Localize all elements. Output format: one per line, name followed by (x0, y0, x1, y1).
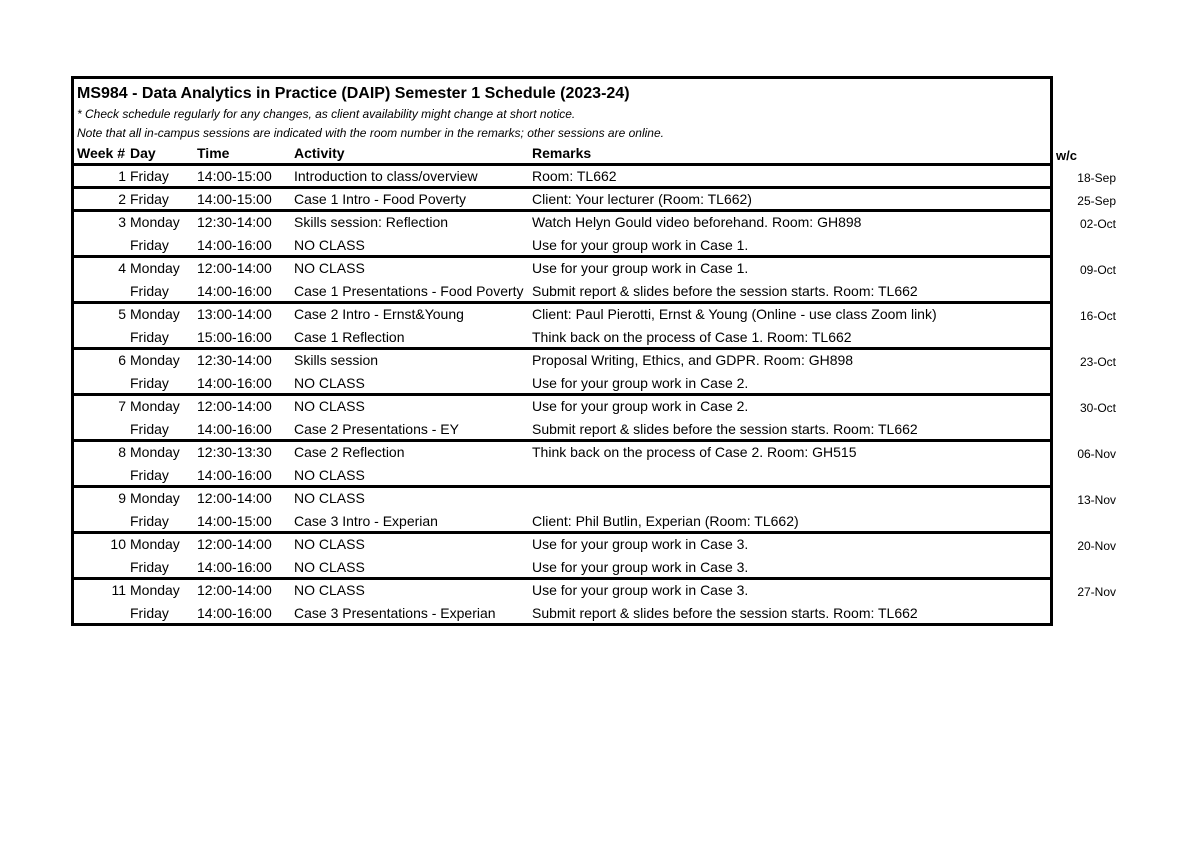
header-activity: Activity (294, 145, 345, 161)
schedule-body (74, 163, 1050, 623)
activity-cell: NO CLASS (294, 467, 365, 483)
remarks-cell: Use for your group work in Case 2. (532, 398, 749, 414)
week-commencing-date: 20-Nov (1077, 539, 1116, 553)
table-row (74, 419, 1050, 439)
week-number-cell (74, 419, 129, 439)
table-row (74, 281, 1050, 301)
table-row (74, 327, 1050, 347)
time-cell: 12:30-14:00 (197, 352, 272, 368)
day-cell: Friday (130, 467, 169, 483)
remarks-cell: Submit report & slides before the session starts. Room: TL662 (532, 421, 918, 437)
activity-cell: Introduction to class/overview (294, 168, 478, 184)
time-cell: 14:00-16:00 (197, 559, 272, 575)
header-week-commencing: w/c (1056, 148, 1077, 163)
table-row (74, 235, 1050, 255)
week-group (74, 255, 1050, 301)
time-cell: 13:00-14:00 (197, 306, 272, 322)
time-cell: 12:00-14:00 (197, 582, 272, 598)
time-cell: 12:00-14:00 (197, 398, 272, 414)
day-cell: Monday (130, 352, 180, 368)
day-cell: Friday (130, 168, 169, 184)
table-row (74, 258, 1050, 278)
time-cell: 14:00-16:00 (197, 237, 272, 253)
week-commencing-date: 23-Oct (1079, 355, 1116, 369)
table-row (74, 373, 1050, 393)
activity-cell: NO CLASS (294, 490, 365, 506)
document-title: MS984 - Data Analytics in Practice (DAIP) Semester 1 Schedule (2023-24) (77, 85, 630, 102)
week-commencing-date: 16-Oct (1079, 309, 1116, 323)
time-cell: 14:00-16:00 (197, 467, 272, 483)
week-number-cell: 4 (118, 260, 126, 276)
week-group (74, 186, 1050, 209)
activity-cell: NO CLASS (294, 559, 365, 575)
remarks-cell: Use for your group work in Case 3. (532, 559, 749, 575)
table-row (74, 212, 1050, 232)
time-cell: 12:00-14:00 (197, 260, 272, 276)
table-row (74, 603, 1050, 623)
note-check-schedule: * Check schedule regularly for any changes, as client availability might change at short notice. (77, 107, 576, 121)
activity-cell: Case 2 Presentations - EY (294, 421, 459, 437)
table-row (74, 189, 1050, 209)
week-number-cell: 7 (118, 398, 126, 414)
day-cell: Friday (130, 237, 169, 253)
day-cell: Friday (130, 329, 169, 345)
week-group (74, 393, 1050, 439)
week-commencing-date: 25-Sep (1077, 194, 1116, 208)
week-commencing-date: 02-Oct (1079, 217, 1116, 231)
time-cell: 12:00-14:00 (197, 536, 272, 552)
table-row (74, 580, 1050, 600)
day-cell: Friday (130, 513, 169, 529)
remarks-cell: Client: Phil Butlin, Experian (Room: TL662) (532, 513, 799, 529)
time-cell: 12:00-14:00 (197, 490, 272, 506)
activity-cell: Case 1 Reflection (294, 329, 405, 345)
week-number-cell: 5 (118, 306, 126, 322)
week-number-cell: 8 (118, 444, 126, 460)
week-commencing-date: 06-Nov (1077, 447, 1116, 461)
activity-cell: NO CLASS (294, 582, 365, 598)
table-row (74, 557, 1050, 577)
week-number-cell: 6 (118, 352, 126, 368)
time-cell: 12:30-13:30 (197, 444, 272, 460)
week-group (74, 485, 1050, 531)
remarks-cell: Submit report & slides before the session starts. Room: TL662 (532, 605, 918, 621)
activity-cell: Skills session (294, 352, 379, 368)
week-group (74, 209, 1050, 255)
remarks-cell: Use for your group work in Case 1. (532, 237, 749, 253)
table-row (74, 465, 1050, 485)
time-cell: 14:00-15:00 (197, 191, 272, 207)
time-cell: 14:00-16:00 (197, 605, 272, 621)
week-number-cell: 11 (111, 582, 126, 598)
week-number-cell: 3 (118, 214, 126, 230)
week-number-cell (74, 373, 129, 393)
day-cell: Monday (130, 536, 180, 552)
day-cell: Monday (130, 398, 180, 414)
table-row (74, 488, 1050, 508)
remarks-cell: Client: Your lecturer (Room: TL662) (532, 191, 752, 207)
day-cell: Monday (130, 214, 180, 230)
week-number-cell (74, 235, 129, 255)
week-number-cell: 1 (118, 168, 126, 184)
week-commencing-date: 09-Oct (1079, 263, 1116, 277)
day-cell: Friday (130, 421, 169, 437)
day-cell: Monday (130, 260, 180, 276)
week-group (74, 301, 1050, 347)
table-row (74, 166, 1050, 186)
week-number-cell (74, 281, 129, 301)
week-group (74, 347, 1050, 393)
table-row (74, 442, 1050, 462)
table-header-row (74, 143, 1050, 163)
week-commencing-date: 27-Nov (1077, 585, 1116, 599)
remarks-cell: Use for your group work in Case 3. (532, 536, 749, 552)
header-time: Time (197, 145, 230, 161)
time-cell: 14:00-16:00 (197, 283, 272, 299)
remarks-cell: Proposal Writing, Ethics, and GDPR. Room: GH898 (532, 352, 854, 368)
remarks-cell: Submit report & slides before the session starts. Room: TL662 (532, 283, 918, 299)
day-cell: Monday (130, 444, 180, 460)
time-cell: 14:00-15:00 (197, 513, 272, 529)
table-row (74, 396, 1050, 416)
activity-cell: NO CLASS (294, 260, 365, 276)
remarks-cell: Client: Paul Pierotti, Ernst & Young (Online - use class Zoom link) (532, 306, 937, 322)
day-cell: Monday (130, 306, 180, 322)
week-number-cell (74, 557, 129, 577)
day-cell: Friday (130, 559, 169, 575)
time-cell: 15:00-16:00 (197, 329, 272, 345)
week-commencing-date: 18-Sep (1077, 171, 1116, 185)
week-number-cell (74, 327, 129, 347)
remarks-cell: Use for your group work in Case 1. (532, 260, 749, 276)
activity-cell: NO CLASS (294, 237, 365, 253)
activity-cell: Skills session: Reflection (294, 214, 449, 230)
week-commencing-date: 13-Nov (1077, 493, 1116, 507)
table-row (74, 534, 1050, 554)
day-cell: Monday (130, 490, 180, 506)
week-group (74, 163, 1050, 186)
time-cell: 14:00-15:00 (197, 168, 272, 184)
remarks-cell: Room: TL662 (532, 168, 617, 184)
activity-cell: Case 1 Intro - Food Poverty (294, 191, 466, 207)
week-group (74, 531, 1050, 577)
remarks-cell (529, 465, 1050, 485)
week-number-cell: 10 (110, 536, 126, 552)
week-commencing-date: 30-Oct (1079, 401, 1116, 415)
remarks-cell (529, 488, 1050, 508)
activity-cell: Case 1 Presentations - Food Poverty (294, 283, 524, 299)
table-row (74, 350, 1050, 370)
activity-cell: NO CLASS (294, 536, 365, 552)
week-group (74, 439, 1050, 485)
remarks-cell: Think back on the process of Case 2. Room: GH515 (532, 444, 857, 460)
time-cell: 12:30-14:00 (197, 214, 272, 230)
remarks-cell: Think back on the process of Case 1. Room: TL662 (532, 329, 852, 345)
remarks-cell: Use for your group work in Case 2. (532, 375, 749, 391)
schedule-sheet (71, 76, 1053, 626)
title-block (74, 79, 1050, 143)
day-cell: Friday (130, 375, 169, 391)
activity-cell: NO CLASS (294, 398, 365, 414)
header-week: Week # (77, 145, 125, 161)
note-room-info: Note that all in-campus sessions are indicated with the room number in the remarks; other sessions are online. (77, 126, 664, 140)
week-number-cell: 9 (118, 490, 126, 506)
remarks-cell: Use for your group work in Case 3. (532, 582, 749, 598)
activity-cell: Case 2 Intro - Ernst&Young (294, 306, 464, 322)
activity-cell: Case 3 Presentations - Experian (294, 605, 496, 621)
activity-cell: NO CLASS (294, 375, 365, 391)
time-cell: 14:00-16:00 (197, 375, 272, 391)
day-cell: Monday (130, 582, 180, 598)
week-commencing-column (1056, 0, 1116, 849)
week-number-cell (74, 511, 129, 531)
header-remarks: Remarks (532, 145, 592, 161)
remarks-cell: Watch Helyn Gould video beforehand. Room: GH898 (532, 214, 862, 230)
header-day: Day (130, 145, 156, 161)
time-cell: 14:00-16:00 (197, 421, 272, 437)
week-number-cell (74, 465, 129, 485)
week-number-cell: 2 (118, 191, 126, 207)
table-row (74, 511, 1050, 531)
day-cell: Friday (130, 605, 169, 621)
day-cell: Friday (130, 191, 169, 207)
day-cell: Friday (130, 283, 169, 299)
week-number-cell (74, 603, 129, 623)
table-row (74, 304, 1050, 324)
week-group (74, 577, 1050, 623)
activity-cell: Case 2 Reflection (294, 444, 405, 460)
activity-cell: Case 3 Intro - Experian (294, 513, 438, 529)
